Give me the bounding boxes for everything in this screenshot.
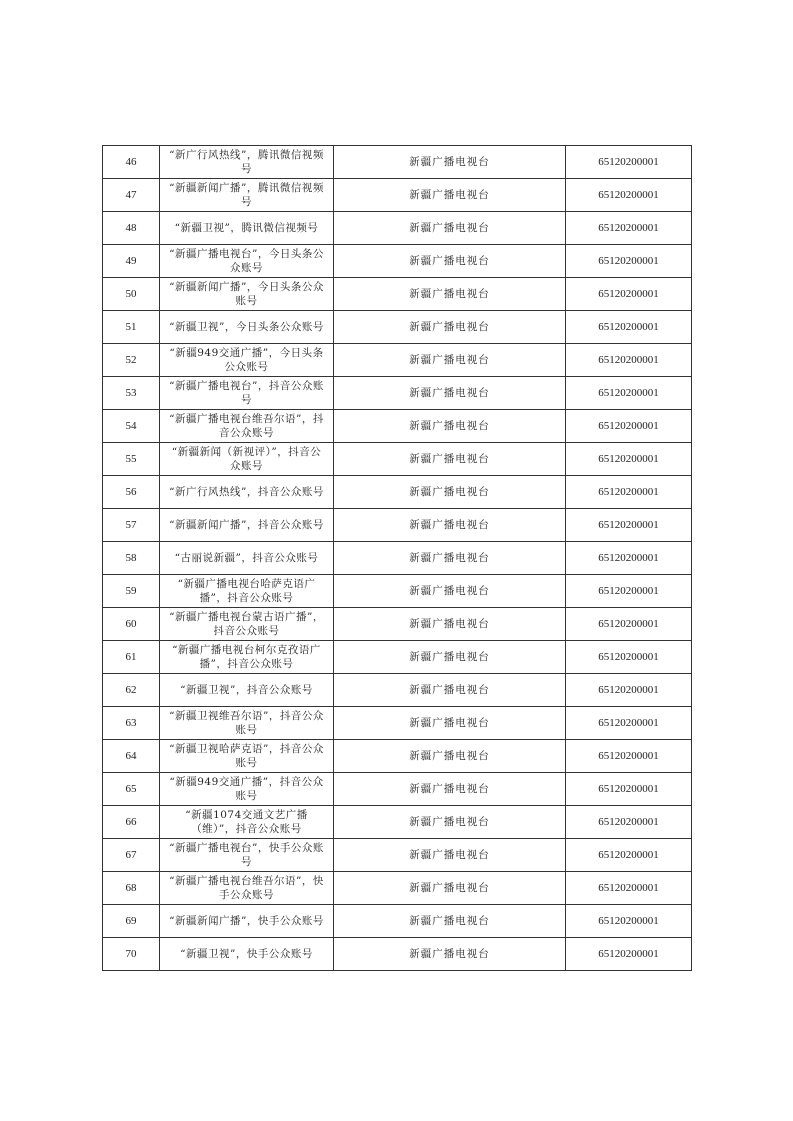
account-name-cell: “新疆广播电视台柯尔克孜语广播”，抖音公众账号 [160, 641, 334, 674]
row-number-cell: 70 [103, 938, 160, 971]
organization-cell: 新疆广播电视台 [334, 377, 566, 410]
table-row [103, 905, 692, 938]
registration-code-cell: 65120200001 [566, 773, 692, 806]
table-row [103, 608, 692, 641]
row-number-cell: 50 [103, 278, 160, 311]
organization-cell: 新疆广播电视台 [334, 443, 566, 476]
row-number-cell: 58 [103, 542, 160, 575]
account-name-cell: “新疆广播电视台蒙古语广播”，抖音公众账号 [160, 608, 334, 641]
organization-cell: 新疆广播电视台 [334, 542, 566, 575]
registry-table-body [103, 146, 692, 971]
account-name-cell: “新疆卫视”，今日头条公众账号 [160, 311, 334, 344]
account-name-cell: “新疆949交通广播”，抖音公众账号 [160, 773, 334, 806]
registry-table [102, 145, 692, 971]
row-number-cell: 63 [103, 707, 160, 740]
row-number-cell: 60 [103, 608, 160, 641]
row-number-cell: 48 [103, 212, 160, 245]
organization-cell: 新疆广播电视台 [334, 344, 566, 377]
row-number-cell: 54 [103, 410, 160, 443]
table-row [103, 344, 692, 377]
account-name-cell: “新疆卫视”，快手公众账号 [160, 938, 334, 971]
table-row [103, 179, 692, 212]
registration-code-cell: 65120200001 [566, 509, 692, 542]
table-row [103, 575, 692, 608]
organization-cell: 新疆广播电视台 [334, 872, 566, 905]
table-row [103, 245, 692, 278]
registration-code-cell: 65120200001 [566, 377, 692, 410]
row-number-cell: 52 [103, 344, 160, 377]
table-row [103, 938, 692, 971]
organization-cell: 新疆广播电视台 [334, 608, 566, 641]
organization-cell: 新疆广播电视台 [334, 311, 566, 344]
registration-code-cell: 65120200001 [566, 575, 692, 608]
table-row [103, 509, 692, 542]
row-number-cell: 62 [103, 674, 160, 707]
account-name-cell: “新疆广播电视台”，快手公众账号 [160, 839, 334, 872]
row-number-cell: 68 [103, 872, 160, 905]
row-number-cell: 56 [103, 476, 160, 509]
registration-code-cell: 65120200001 [566, 938, 692, 971]
registration-code-cell: 65120200001 [566, 311, 692, 344]
account-name-cell: “新疆卫视”，腾讯微信视频号 [160, 212, 334, 245]
table-row [103, 740, 692, 773]
organization-cell: 新疆广播电视台 [334, 905, 566, 938]
table-row [103, 476, 692, 509]
registration-code-cell: 65120200001 [566, 641, 692, 674]
table-row [103, 443, 692, 476]
account-name-cell: “新疆广播电视台”，今日头条公众账号 [160, 245, 334, 278]
organization-cell: 新疆广播电视台 [334, 773, 566, 806]
table-row [103, 872, 692, 905]
organization-cell: 新疆广播电视台 [334, 707, 566, 740]
account-name-cell: “新广行风热线”，抖音公众账号 [160, 476, 334, 509]
table-row [103, 212, 692, 245]
table-row [103, 806, 692, 839]
organization-cell: 新疆广播电视台 [334, 410, 566, 443]
registration-code-cell: 65120200001 [566, 740, 692, 773]
account-name-cell: “新疆新闻广播”，快手公众账号 [160, 905, 334, 938]
registration-code-cell: 65120200001 [566, 278, 692, 311]
organization-cell: 新疆广播电视台 [334, 509, 566, 542]
row-number-cell: 69 [103, 905, 160, 938]
table-row [103, 707, 692, 740]
organization-cell: 新疆广播电视台 [334, 641, 566, 674]
organization-cell: 新疆广播电视台 [334, 245, 566, 278]
registration-code-cell: 65120200001 [566, 146, 692, 179]
organization-cell: 新疆广播电视台 [334, 179, 566, 212]
account-name-cell: “新疆1074交通文艺广播（维）”，抖音公众账号 [160, 806, 334, 839]
row-number-cell: 65 [103, 773, 160, 806]
organization-cell: 新疆广播电视台 [334, 146, 566, 179]
registration-code-cell: 65120200001 [566, 344, 692, 377]
row-number-cell: 67 [103, 839, 160, 872]
registration-code-cell: 65120200001 [566, 608, 692, 641]
registration-code-cell: 65120200001 [566, 476, 692, 509]
registration-code-cell: 65120200001 [566, 905, 692, 938]
account-name-cell: “新疆广播电视台”，抖音公众账号 [160, 377, 334, 410]
registration-code-cell: 65120200001 [566, 839, 692, 872]
row-number-cell: 47 [103, 179, 160, 212]
account-name-cell: “古丽说新疆”，抖音公众账号 [160, 542, 334, 575]
organization-cell: 新疆广播电视台 [334, 938, 566, 971]
row-number-cell: 57 [103, 509, 160, 542]
organization-cell: 新疆广播电视台 [334, 839, 566, 872]
table-row [103, 542, 692, 575]
registration-code-cell: 65120200001 [566, 872, 692, 905]
row-number-cell: 53 [103, 377, 160, 410]
registration-code-cell: 65120200001 [566, 674, 692, 707]
organization-cell: 新疆广播电视台 [334, 674, 566, 707]
account-name-cell: “新疆949交通广播”，今日头条公众账号 [160, 344, 334, 377]
registration-code-cell: 65120200001 [566, 410, 692, 443]
table-row [103, 146, 692, 179]
row-number-cell: 55 [103, 443, 160, 476]
account-name-cell: “新疆新闻广播”，今日头条公众账号 [160, 278, 334, 311]
registration-code-cell: 65120200001 [566, 806, 692, 839]
row-number-cell: 66 [103, 806, 160, 839]
organization-cell: 新疆广播电视台 [334, 575, 566, 608]
registration-code-cell: 65120200001 [566, 707, 692, 740]
organization-cell: 新疆广播电视台 [334, 740, 566, 773]
table-row [103, 377, 692, 410]
row-number-cell: 59 [103, 575, 160, 608]
organization-cell: 新疆广播电视台 [334, 212, 566, 245]
registration-code-cell: 65120200001 [566, 212, 692, 245]
account-name-cell: “新广行风热线”，腾讯微信视频号 [160, 146, 334, 179]
registration-code-cell: 65120200001 [566, 542, 692, 575]
registration-code-cell: 65120200001 [566, 179, 692, 212]
table-row [103, 839, 692, 872]
account-name-cell: “新疆广播电视台哈萨克语广播”，抖音公众账号 [160, 575, 334, 608]
organization-cell: 新疆广播电视台 [334, 278, 566, 311]
row-number-cell: 61 [103, 641, 160, 674]
organization-cell: 新疆广播电视台 [334, 806, 566, 839]
account-name-cell: “新疆广播电视台维吾尔语”，快手公众账号 [160, 872, 334, 905]
account-name-cell: “新疆卫视哈萨克语”，抖音公众账号 [160, 740, 334, 773]
row-number-cell: 64 [103, 740, 160, 773]
table-row [103, 773, 692, 806]
row-number-cell: 51 [103, 311, 160, 344]
table-row [103, 674, 692, 707]
table-row [103, 278, 692, 311]
row-number-cell: 49 [103, 245, 160, 278]
account-name-cell: “新疆新闻广播”，腾讯微信视频号 [160, 179, 334, 212]
registration-code-cell: 65120200001 [566, 443, 692, 476]
row-number-cell: 46 [103, 146, 160, 179]
organization-cell: 新疆广播电视台 [334, 476, 566, 509]
account-name-cell: “新疆卫视”，抖音公众账号 [160, 674, 334, 707]
account-name-cell: “新疆广播电视台维吾尔语”，抖音公众账号 [160, 410, 334, 443]
registration-code-cell: 65120200001 [566, 245, 692, 278]
registry-table-container [102, 145, 691, 971]
account-name-cell: “新疆卫视维吾尔语”，抖音公众账号 [160, 707, 334, 740]
table-row [103, 641, 692, 674]
account-name-cell: “新疆新闻（新视评）”，抖音公众账号 [160, 443, 334, 476]
table-row [103, 410, 692, 443]
account-name-cell: “新疆新闻广播”，抖音公众账号 [160, 509, 334, 542]
table-row [103, 311, 692, 344]
